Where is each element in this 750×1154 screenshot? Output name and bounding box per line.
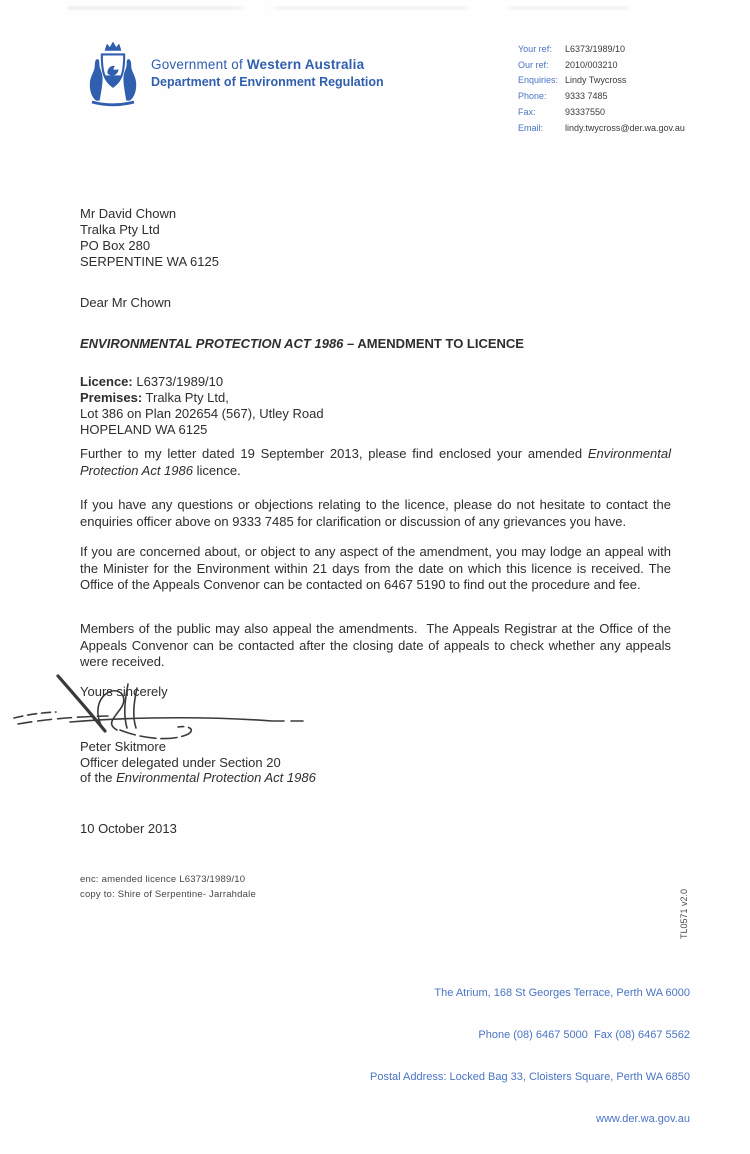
recipient-suburb: SERPENTINE WA 6125	[80, 254, 219, 269]
signatory-name: Peter Skitmore	[80, 739, 166, 754]
ref-label: Enquiries:	[518, 75, 559, 86]
ref-row-phone	[518, 89, 685, 105]
footer-street-address: The Atrium, 168 St Georges Terrace, Perth WA 6000	[434, 987, 690, 999]
letter-date: 10 October 2013	[80, 821, 177, 836]
premises-line: Premises: Tralka Pty Ltd,	[80, 390, 229, 405]
ref-value: L6373/1989/10	[565, 44, 626, 54]
ref-value: Lindy Twycross	[565, 75, 627, 86]
recipient-po-box: PO Box 280	[80, 238, 151, 253]
paragraph-public-appeal: Members of the public may also appeal the amendments. The Appeals Registrar at the Office of the Appeals Convenor can be contacted after the closing date of appeals to check whether any appeals were received.	[80, 621, 675, 669]
scan-artifact	[68, 6, 628, 10]
premises-lot-line: Lot 386 on Plan 202654 (567), Utley Road	[80, 406, 324, 421]
paragraph-enclosed-licence: Further to my letter dated 19 September 2013, please find enclosed your amended Environmental Protection Act 1986 licence.	[80, 446, 675, 478]
ref-row-your-ref	[518, 42, 685, 58]
copy-to-note: copy to: Shire of Serpentine- Jarrahdale	[80, 889, 256, 900]
ref-label: Your ref:	[518, 44, 552, 54]
licence-number-line: Licence: L6373/1989/10	[80, 374, 224, 389]
licence-details	[80, 374, 324, 438]
ref-label: Email:	[518, 122, 544, 133]
paragraph-appeal: If you are concerned about, or object to any aspect of the amendment, you may lodge an appeal with the Minister for the Environment within 21 days from the date on which this licence is received. The Office of the Appeals Convenor can be contacted on 6467 5190 to find out the procedure and fee.	[80, 544, 675, 592]
ref-label: Our ref:	[518, 59, 549, 70]
subject-rest: – AMENDMENT TO LICENCE	[343, 336, 524, 351]
ref-value: 2010/003210	[565, 59, 618, 70]
ref-row-enquiries	[518, 73, 685, 89]
footer-website: www.der.wa.gov.au	[596, 1113, 690, 1125]
department-line: Department of Environment Regulation	[151, 75, 384, 89]
ref-value: 93337550	[565, 106, 606, 117]
signatory-role-line2: of the Environmental Protection Act 1986	[80, 770, 316, 785]
recipient-name: Mr David Chown	[80, 206, 177, 221]
wa-coat-of-arms-icon	[77, 39, 149, 109]
letterhead-text	[151, 57, 384, 89]
ref-row-email	[518, 121, 685, 137]
enclosure-note: enc: amended licence L6373/1989/10	[80, 874, 246, 885]
valediction: Yours sincerely	[80, 684, 168, 699]
reference-block	[518, 42, 685, 136]
ref-label: Fax:	[518, 106, 536, 117]
footer-address-block	[250, 958, 690, 1154]
subject-line	[80, 336, 524, 351]
footer-postal-address: Postal Address: Locked Bag 33, Cloisters Square, Perth WA 6850	[370, 1071, 690, 1083]
paragraph-questions: If you have any questions or objections relating to the licence, please do not hesitate to contact the enquiries officer above on 9333 7485 for clarification or discussion of any grievances you have.	[80, 497, 675, 529]
ref-label: Phone:	[518, 91, 547, 102]
government-line: Government of Western Australia	[151, 57, 365, 72]
signatory-role-line1: Officer delegated under Section 20	[80, 755, 281, 770]
ref-row-our-ref	[518, 58, 685, 74]
recipient-company: Tralka Pty Ltd	[80, 222, 160, 237]
ref-row-fax	[518, 105, 685, 121]
subject-act: ENVIRONMENTAL PROTECTION ACT 1986	[80, 336, 344, 351]
recipient-address	[80, 206, 219, 270]
form-version-note: TL0571 v2.0	[679, 888, 689, 940]
salutation: Dear Mr Chown	[80, 295, 172, 310]
ref-value: 9333 7485	[565, 91, 608, 102]
footer-phone-fax: Phone (08) 6467 5000 Fax (08) 6467 5562	[478, 1029, 690, 1041]
ref-value: lindy.twycross@der.wa.gov.au	[565, 122, 685, 133]
premises-suburb-line: HOPELAND WA 6125	[80, 422, 208, 437]
